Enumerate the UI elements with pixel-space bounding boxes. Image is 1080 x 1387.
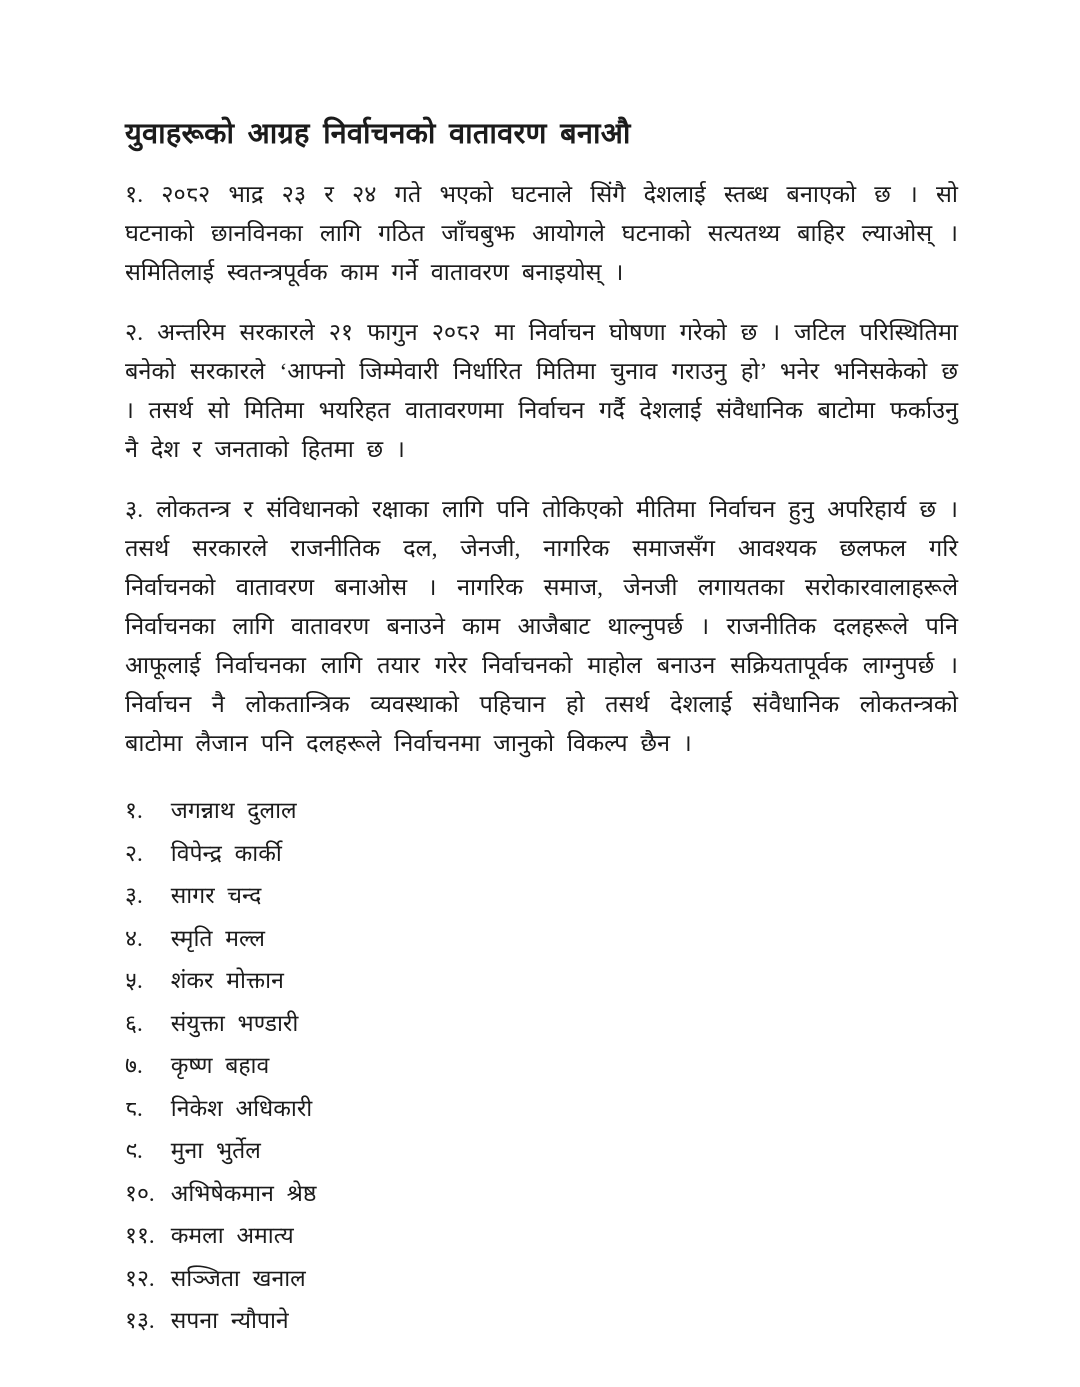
paragraph-1: १. २०८२ भाद्र २३ र २४ गते भएको घटनाले सिंगै देशलाई स्तब्ध बनाएको छ । सो घटनाको छानविनका लागि गठित जाँचबुझ आयोगले घटनाको सत्यतथ्य बाहिर ल्याओस् । समितिलाई स्वतन्त्रपूर्वक काम गर्ने वातावरण बनाइयोस् ।: [125, 182, 958, 286]
signatory-name: जगन्नाथ दुलाल: [170, 798, 297, 823]
signatory-number: ३.: [125, 883, 143, 908]
signatory-name: सञ्जिता खनाल: [170, 1265, 306, 1291]
signatory-item: [125, 1088, 958, 1131]
signatory-name: संयुक्ता भण्डारी: [170, 1010, 299, 1036]
signatory-item: [125, 833, 958, 876]
signatory-name: सागर चन्द: [170, 883, 262, 908]
signatory-item: [125, 1300, 958, 1343]
signatory-name: शंकर मोक्तान: [170, 968, 284, 993]
signatory-number: ७.: [125, 1053, 143, 1078]
signatory-name: सपना न्यौपाने: [170, 1308, 289, 1333]
signatory-number: ४.: [125, 925, 143, 951]
signatory-item: [125, 1258, 958, 1301]
signatory-number: ९.: [125, 1138, 143, 1163]
signatory-number: १.: [125, 798, 143, 823]
signatory-item: [125, 1215, 958, 1258]
paragraph-3: ३. लोकतन्त्र र संविधानको रक्षाका लागि पनि तोकिएको मीतिमा निर्वाचन हुनु अपरिहार्य छ । तसर्थ सरकारले राजनीतिक दल, जेनजी, नागरिक समाजसँग आवश्यक छलफल गरि निर्वाचनको वातावरण बनाओस । नागरिक समाज, जेनजी लगायतका सरोकारवालाहरूले निर्वाचनका लागि वातावरण बनाउने काम आजैबाट थाल्नुपर्छ । राजनीतिक दलहरूले पनि आफूलाई निर्वाचनका लागि तयार गरेर निर्वाचनको माहोल बनाउन सक्रियतापूर्वक लाग्नुपर्छ । निर्वाचन नै लोकतान्त्रिक व्यवस्थाको पहिचान हो तसर्थ देशलाई संवैधानिक लोकतन्त्रको बाटोमा लैजान पनि दलहरूले निर्वाचनमा जानुको विकल्प छैन ।: [125, 497, 958, 757]
signatory-number: २.: [125, 840, 143, 866]
signatory-number: ५.: [125, 968, 143, 993]
signatory-number: १३.: [125, 1308, 155, 1333]
signatory-name: विपेन्द्र कार्की: [170, 840, 282, 866]
signatory-item: [125, 790, 958, 833]
signatory-name: निकेश अधिकारी: [170, 1095, 313, 1121]
signatory-item: [125, 1130, 958, 1173]
paragraph-2: २. अन्तरिम सरकारले २१ फागुन २०८२ मा निर्वाचन घोषणा गरेको छ । जटिल परिस्थितिमा बनेको सरकारले ‘आफ्नो जिम्मेवारी निर्धारित मितिमा चुनाव गराउनु हो’ भनेर भनिसकेको छ । तसर्थ सो मितिमा भयरिहत वातावरणमा निर्वाचन गर्दै देशलाई संवैधानिक बाटोमा फर्काउनु नै देश र जनताको हितमा छ ।: [125, 320, 958, 463]
signatory-number: ११.: [125, 1223, 155, 1248]
signatory-number: ६.: [125, 1010, 143, 1036]
signatory-name: कृष्ण बहाव: [170, 1053, 270, 1078]
signatory-list: [125, 790, 958, 1343]
signatory-name: अभिषेकमान श्रेष्ठ: [170, 1180, 317, 1206]
signatory-item: [125, 1003, 958, 1046]
signatory-item: [125, 875, 958, 918]
signatory-item: [125, 918, 958, 961]
page-title: युवाहरूको आग्रह निर्वाचनको वातावरण बनाऔ: [125, 118, 631, 150]
signatory-name: कमला अमात्य: [170, 1223, 294, 1248]
signatory-item: [125, 1045, 958, 1088]
signatory-number: १२.: [125, 1265, 155, 1291]
signatory-number: १०.: [125, 1180, 155, 1206]
signatory-name: स्मृति मल्ल: [170, 925, 265, 951]
signatory-item: [125, 1173, 958, 1216]
signatory-name: मुना भुर्तेल: [170, 1138, 261, 1163]
signatory-item: [125, 960, 958, 1003]
signatory-number: ८.: [125, 1095, 143, 1121]
